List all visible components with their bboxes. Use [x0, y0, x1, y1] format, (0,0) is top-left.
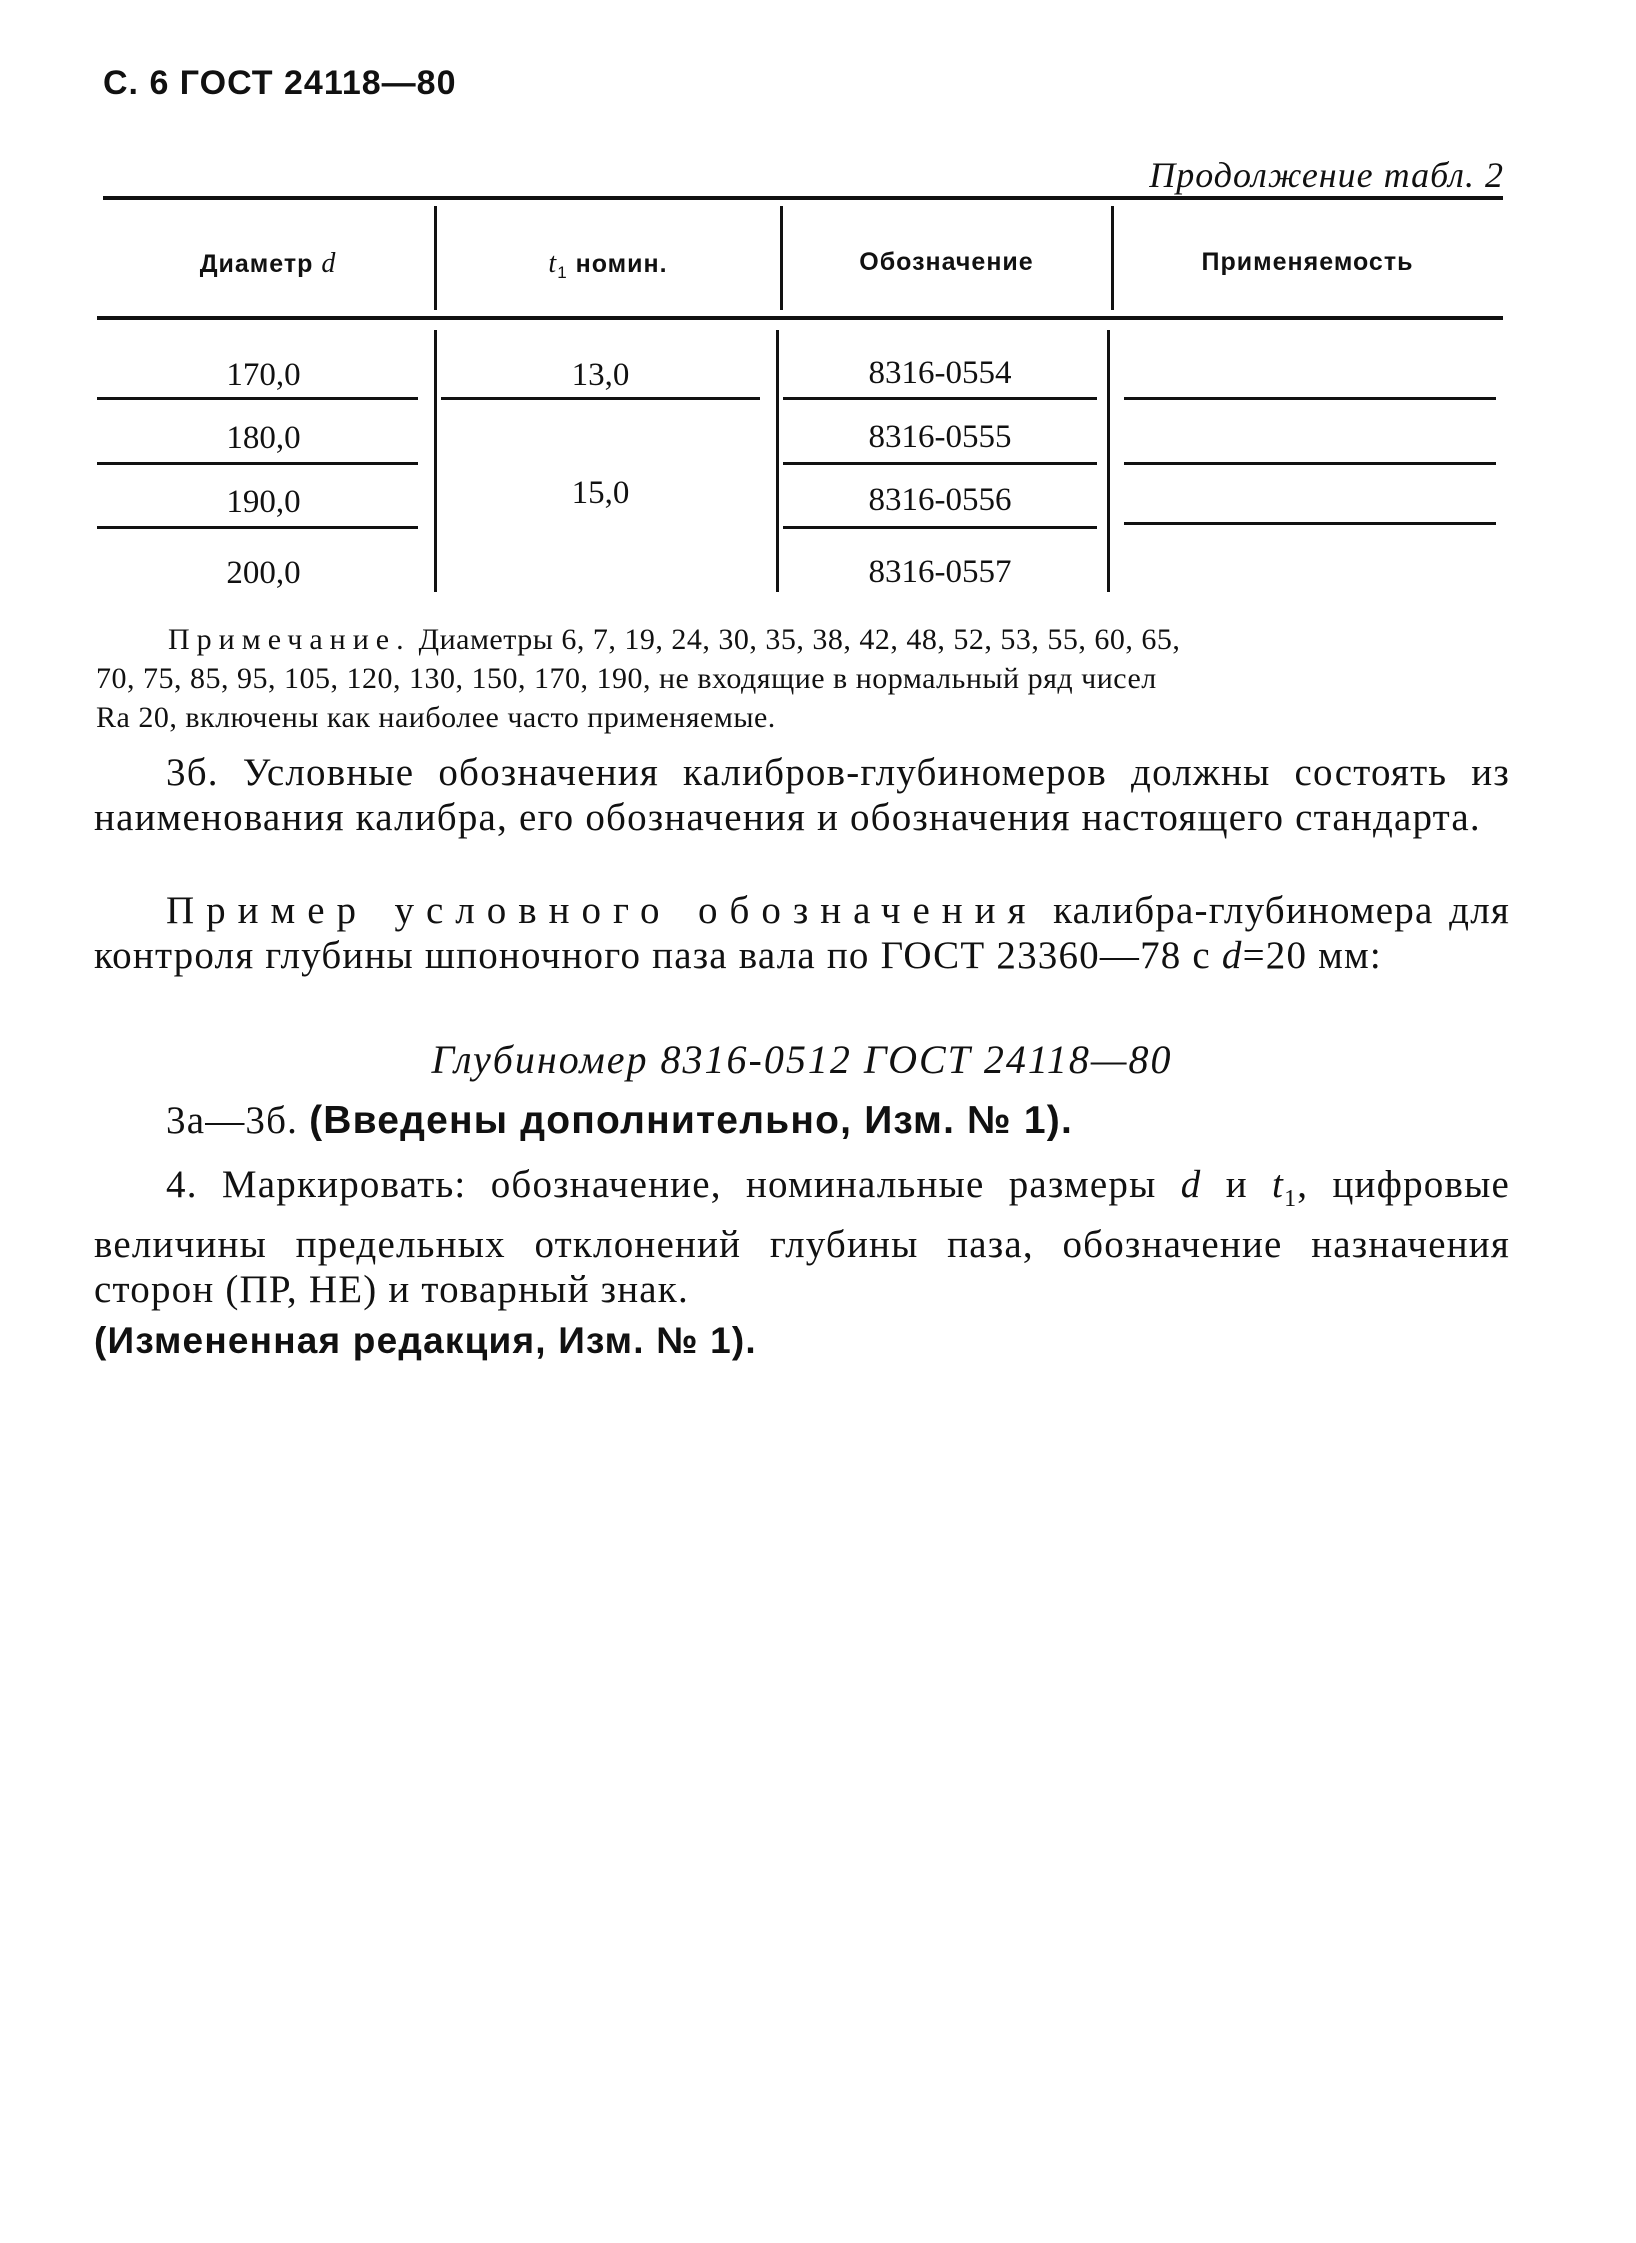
- paragraph-4: 4. Маркировать: обозначение, номинальные размеры d и $t_1$, цифровые величины предельных отклонений глубины паза, обозначение назначения сторон (ПР, НЕ) и товарный знак.: [94, 1163, 1510, 1311]
- row-rule: [783, 526, 1097, 529]
- cell-designation: 8316-0557: [868, 554, 1012, 590]
- header-divider: [434, 206, 437, 310]
- table-top-rule: [103, 196, 1503, 200]
- note-line: 70, 75, 85, 95, 105, 120, 130, 150, 170, 190, не входящие в нормальный ряд чисел: [96, 662, 1157, 695]
- cell-diameter: 200,0: [226, 555, 301, 591]
- table-header-rule: [97, 316, 1503, 320]
- row-rule: [97, 397, 418, 400]
- cell-t1: 15,0: [571, 475, 630, 511]
- example-paragraph: Пример условного обозначения калибра-глубиномера для контроля глубины шпоночного паза вала по ГОСТ 23360—78 с d=20 мм:: [94, 889, 1510, 977]
- row-rule: [1124, 397, 1496, 400]
- note-label: Примечание.: [168, 623, 411, 656]
- amendment-3a-3b: 3а—3б. (Введены дополнительно, Изм. № 1).: [166, 1099, 1073, 1142]
- note-line: Ra 20, включены как наиболее часто применяемые.: [96, 701, 776, 734]
- paragraph-3b: 3б. Условные обозначения калибров-глубиномеров должны состоять из наименования калибра, его обозначения и обозначения настоящего стандарта.: [94, 751, 1510, 839]
- column-header-t1: $t_1$ номин.: [548, 248, 668, 282]
- column-header-applicability: Применяемость: [1201, 248, 1414, 276]
- row-rule: [783, 397, 1097, 400]
- table-caption: Продолжение табл. 2: [1149, 155, 1504, 195]
- table-note: [96, 620, 1508, 737]
- page-header: С. 6 ГОСТ 24118—80: [103, 64, 457, 102]
- example-label: Пример условного обозначения: [166, 889, 1038, 932]
- header-divider: [1111, 206, 1114, 310]
- body-divider: [776, 330, 779, 592]
- amendment-edition: (Измененная редакция, Изм. № 1).: [94, 1320, 757, 1361]
- row-rule: [441, 397, 760, 400]
- cell-designation: 8316-0556: [868, 482, 1012, 518]
- row-rule: [97, 462, 418, 465]
- cell-diameter: 190,0: [226, 484, 301, 520]
- cell-diameter: 180,0: [226, 420, 301, 456]
- cell-designation: 8316-0554: [868, 355, 1012, 391]
- row-rule: [1124, 522, 1496, 525]
- header-divider: [780, 206, 783, 310]
- body-divider: [434, 330, 437, 592]
- cell-t1: 13,0: [571, 357, 630, 393]
- cell-designation: 8316-0555: [868, 419, 1012, 455]
- note-line: Примечание. Диаметры 6, 7, 19, 24, 30, 35, 38, 42, 48, 52, 53, 55, 60, 65,: [168, 623, 1181, 656]
- column-header-diameter: Диаметр d: [199, 248, 337, 279]
- example-designation: Глубиномер 8316-0512 ГОСТ 24118—80: [431, 1037, 1173, 1082]
- row-rule: [97, 526, 418, 529]
- row-rule: [1124, 462, 1496, 465]
- column-header-designation: Обозначение: [859, 248, 1034, 276]
- row-rule: [783, 462, 1097, 465]
- cell-diameter: 170,0: [226, 357, 301, 393]
- body-divider: [1107, 330, 1110, 592]
